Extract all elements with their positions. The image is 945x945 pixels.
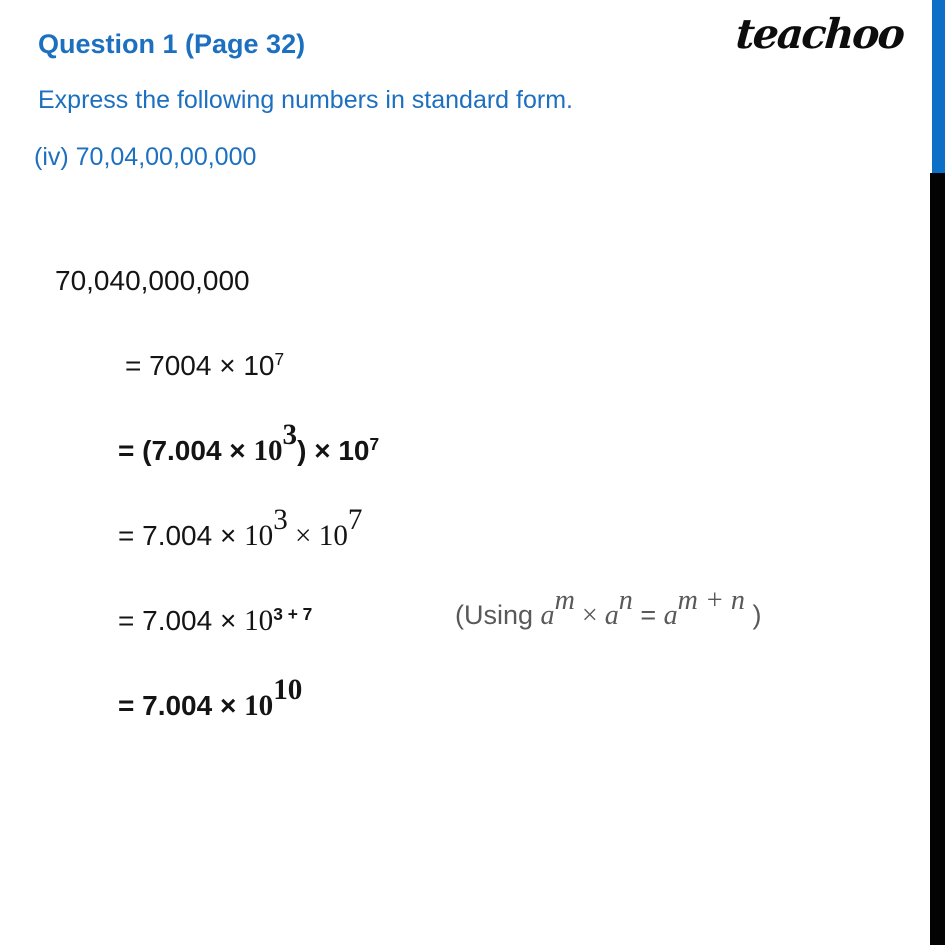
question-text: Express the following numbers in standard form. bbox=[38, 86, 573, 114]
math-segment: 3 bbox=[282, 418, 298, 451]
math-segment: n bbox=[618, 584, 633, 616]
math-segment: 10 bbox=[244, 690, 274, 722]
identity-note bbox=[455, 584, 762, 631]
math-segment: 3 bbox=[273, 503, 288, 536]
math-segment: 10 bbox=[244, 605, 274, 637]
math-segment: a bbox=[604, 600, 619, 631]
math-segment: ) bbox=[744, 600, 762, 630]
accent-bar-black bbox=[930, 173, 945, 945]
math-segment: × bbox=[574, 600, 605, 631]
step-4 bbox=[118, 604, 313, 637]
question-title: Question 1 (Page 32) bbox=[38, 29, 306, 59]
math-segment: 3 + 7 bbox=[273, 604, 313, 625]
math-segment: m bbox=[554, 584, 575, 616]
math-segment: a bbox=[540, 600, 555, 631]
step-3 bbox=[118, 503, 363, 552]
math-segment: ) × 10 bbox=[297, 435, 370, 466]
math-segment: = 7.004 × bbox=[118, 520, 245, 551]
math-segment: = 7004 × 10 bbox=[125, 350, 275, 381]
math-segment: 7 bbox=[369, 434, 380, 455]
step-5 bbox=[118, 673, 303, 722]
math-segment: 7 bbox=[274, 349, 285, 370]
math-segment: 10 bbox=[318, 520, 348, 552]
math-segment: × bbox=[287, 520, 319, 552]
math-segment: (Using bbox=[455, 600, 541, 630]
step-1 bbox=[125, 349, 285, 381]
math-segment: 7 bbox=[347, 503, 363, 536]
math-segment: 10 bbox=[244, 520, 274, 552]
math-segment: = (7.004 × bbox=[118, 435, 254, 466]
math-segment: m + n bbox=[677, 584, 745, 616]
given-number bbox=[55, 267, 250, 295]
step-2 bbox=[118, 418, 380, 467]
math-segment: = 7.004 × bbox=[118, 605, 245, 636]
question-part: (iv) 70,04,00,00,000 bbox=[34, 143, 257, 171]
accent-bar-blue bbox=[932, 0, 945, 173]
math-segment: = bbox=[632, 600, 664, 630]
math-segment: 10 bbox=[273, 673, 303, 706]
math-segment: 10 bbox=[253, 435, 283, 467]
teachoo-logo: teachoo bbox=[734, 10, 905, 58]
math-segment: 70,040,000,000 bbox=[55, 265, 250, 296]
math-segment: a bbox=[663, 600, 678, 631]
math-segment: = 7.004 × bbox=[118, 690, 245, 721]
